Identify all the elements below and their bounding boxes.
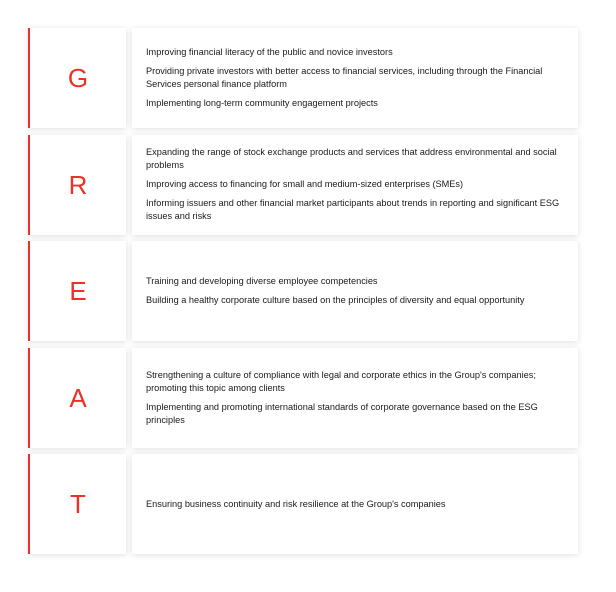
list-item: Implementing and promoting international standards of corporate governance based on the ESG principles xyxy=(146,401,538,425)
letter-t: T xyxy=(70,489,86,519)
letter-e: E xyxy=(69,276,87,306)
list-item: Improving access to financing for small and medium-sized enterprises (SMEs) xyxy=(146,179,464,189)
list-item: Ensuring business continuity and risk resilience at the Group's companies xyxy=(146,498,446,509)
letter-card-t xyxy=(28,454,126,554)
letter-card-e xyxy=(28,241,126,341)
text-card-r xyxy=(132,135,578,235)
row-a xyxy=(28,348,578,448)
list-item: Implementing long-term community engagement projects xyxy=(146,98,378,108)
letter-a: A xyxy=(69,382,87,413)
list-item: Informing issuers and other financial market participants about trends in reporting and significant ESG issues and risks xyxy=(146,198,560,221)
list-item: Strengthening a culture of compliance with legal and corporate ethics in the Group's companies; promoting this topic among clients xyxy=(146,369,536,393)
row-r xyxy=(28,135,578,235)
text-card-a xyxy=(132,348,578,448)
list-item: Building a healthy corporate culture based on the principles of diversity and equal opportunity xyxy=(146,295,525,305)
letter-card-a xyxy=(28,348,126,448)
list-item: Improving financial literacy of the public and novice investors xyxy=(146,47,393,57)
text-card-g xyxy=(132,28,578,128)
letter-card-r xyxy=(28,135,126,235)
great-list xyxy=(28,28,578,561)
list-item: Expanding the range of stock exchange products and services that address environmental and social problems xyxy=(146,147,557,170)
list-item: Training and developing diverse employee competencies xyxy=(146,276,378,286)
letter-card-g xyxy=(28,28,126,128)
text-card-e xyxy=(132,241,578,341)
row-g xyxy=(28,28,578,128)
text-card-t xyxy=(132,454,578,554)
letter-g: G xyxy=(67,63,89,93)
letter-r: R xyxy=(68,169,88,200)
row-e xyxy=(28,241,578,341)
row-t xyxy=(28,454,578,554)
list-item: Providing private investors with better access to financial services, including through the Financial Services personal finance platform xyxy=(146,66,543,89)
